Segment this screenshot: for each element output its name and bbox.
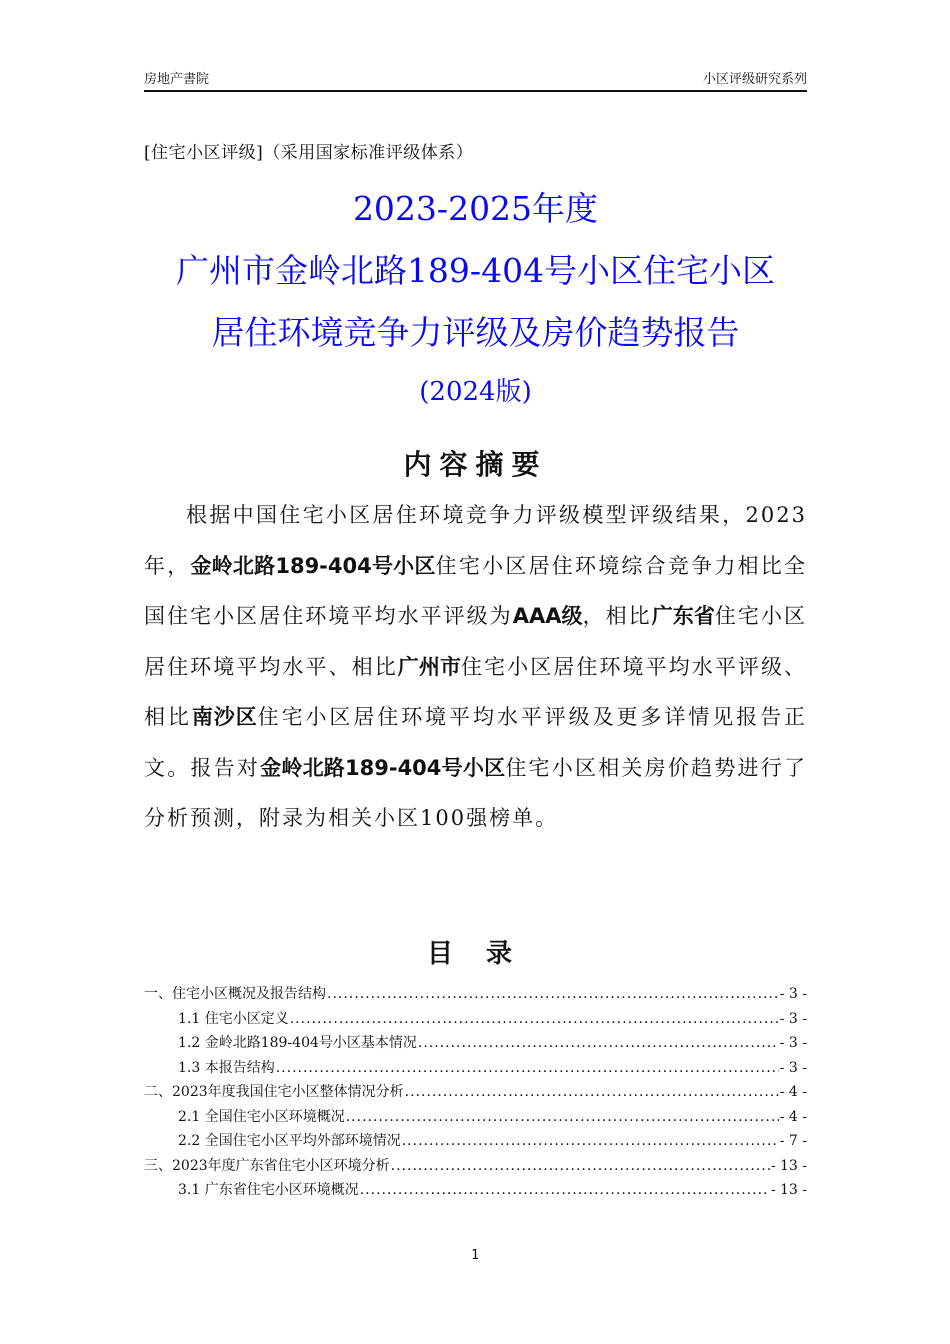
abstract-body (144, 490, 807, 844)
title-years: 2023-2025年度 (352, 189, 599, 228)
toc-leader-dots (405, 1084, 779, 1100)
abstract-highlight: 金岭北路189-404号小区 (260, 755, 506, 780)
toc-entry-label: 三、2023年度广东省住宅小区环境分析 (144, 1157, 390, 1174)
toc-leader-dots (327, 986, 779, 1002)
title-subject: 广州市金岭北路189-404号小区住宅小区 (175, 251, 776, 290)
toc-entry-label: 一、住宅小区概况及报告结构 (144, 986, 326, 1002)
publisher-name: 房地产書院 (144, 72, 210, 87)
toc-entry-label: 1.3 本报告结构 (178, 1059, 275, 1076)
toc-entry-label: 2.1 全国住宅小区环境概况 (178, 1108, 345, 1125)
toc-entry[interactable] (144, 1130, 807, 1155)
abstract-text: 住宅小区居住环境平均水平评级及更多详情见报告正文。报告对 (144, 705, 808, 780)
report-title (144, 178, 807, 420)
toc-entry[interactable] (144, 1057, 807, 1082)
toc-entry-page: - 3 - (779, 1035, 807, 1051)
toc-entry-page: - 13 - (770, 1182, 807, 1198)
toc-entry-page: - 3 - (779, 986, 807, 1002)
toc-leader-dots (402, 1133, 779, 1149)
title-edition: (2024版) (419, 377, 532, 407)
toc-leader-dots (290, 1011, 779, 1027)
toc-entry-label: 3.1 广东省住宅小区环境概况 (178, 1182, 359, 1198)
page-header (144, 66, 807, 92)
abstract-heading: 内容摘要 (403, 448, 548, 481)
toc-entry-page: - 3 - (779, 1010, 807, 1027)
toc-leader-dots (360, 1182, 770, 1198)
toc-entry[interactable] (144, 1106, 807, 1131)
toc-entry[interactable] (144, 1008, 807, 1033)
toc-leader-dots (346, 1109, 779, 1125)
abstract-text: ，相比 (582, 604, 652, 628)
table-of-contents (144, 983, 807, 1204)
toc-leader-dots (276, 1060, 779, 1076)
toc-heading: 目 录 (426, 939, 525, 969)
toc-entry[interactable] (144, 1155, 807, 1180)
toc-leader-dots (391, 1158, 770, 1174)
abstract-text: 住宅小区居住环境综合竞争力相比全国住宅小区居住环境平均水平评级为 (144, 553, 808, 628)
toc-entry[interactable] (144, 1032, 807, 1057)
series-name: 小区评级研究系列 (702, 72, 807, 87)
abstract-highlight: 南沙区 (191, 705, 258, 729)
toc-leader-dots (418, 1035, 779, 1051)
toc-entry[interactable] (144, 1179, 807, 1204)
toc-entry[interactable] (144, 1081, 807, 1106)
abstract-text: 住宅小区居住环境平均水平、相比 (144, 604, 808, 679)
abstract-text: 根据中国住宅小区居住环境竞争力评级模型评级结果，2023年， (144, 503, 807, 578)
toc-entry-page: - 7 - (779, 1133, 807, 1149)
toc-entry-label: 二、2023年度我国住宅小区整体情况分析 (144, 1084, 404, 1100)
toc-entry-label: 1.2 金岭北路189-404号小区基本情况 (178, 1035, 417, 1051)
abstract-highlight: 广东省 (651, 604, 715, 628)
abstract-highlight: 金岭北路189-404号小区 (190, 553, 436, 578)
toc-entry-label: 1.1 住宅小区定义 (178, 1010, 289, 1027)
page-number: 1 (471, 1248, 479, 1263)
toc-entry-page: - 4 - (779, 1084, 807, 1100)
report-category-tagline: [住宅小区评级]（采用国家标准评级体系） (144, 143, 474, 163)
toc-entry-page: - 3 - (779, 1059, 807, 1076)
toc-entry-label: 2.2 全国住宅小区平均外部环境情况 (178, 1133, 401, 1149)
title-topic: 居住环境竞争力评级及房价趋势报告 (211, 313, 740, 352)
abstract-highlight: 广州市 (397, 654, 462, 679)
toc-entry-page: - 13 - (770, 1157, 807, 1174)
abstract-text: 住宅小区相关房价趋势进行了分析预测，附录为相关小区100强榜单。 (144, 755, 808, 830)
toc-entry[interactable] (144, 983, 807, 1008)
abstract-highlight: AAA级 (512, 604, 583, 628)
abstract-text: 住宅小区居住环境平均水平评级、相比 (144, 654, 808, 729)
abstract-paragraph (144, 490, 807, 844)
toc-entry-page: - 4 - (779, 1108, 807, 1125)
